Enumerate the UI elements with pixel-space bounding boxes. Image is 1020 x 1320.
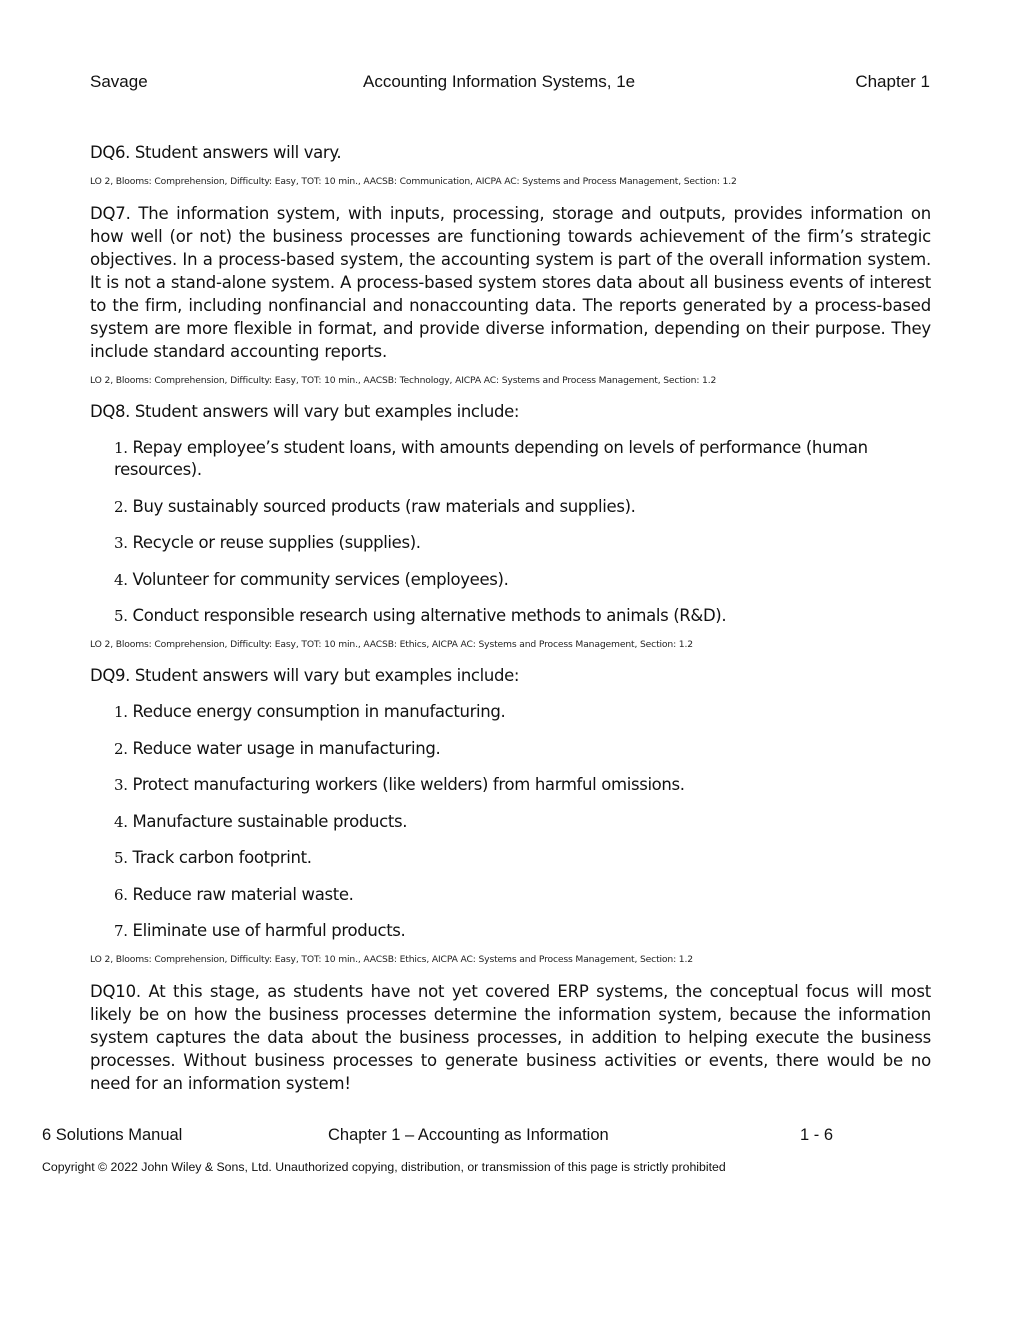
dq6-answer: DQ6. Student answers will vary. xyxy=(90,143,342,162)
dq8-metadata: LO 2, Blooms: Comprehension, Difficulty: Easy, TOT: 10 min., AACSB: Ethics, AICPA AC: Systems and Process Management, Section: 1.2 xyxy=(90,639,693,650)
list-item: 3. Protect manufacturing workers (like welders) from harmful omissions. xyxy=(114,775,685,794)
footer-chapter-title: Chapter 1 – Accounting as Information xyxy=(328,1126,609,1144)
list-item: 4. Volunteer for community services (employees). xyxy=(114,569,509,589)
footer-page-number: 1 - 6 xyxy=(800,1126,834,1144)
list-item: 3. Recycle or reuse supplies (supplies). xyxy=(114,533,421,552)
dq9-answer: DQ9. Student answers will vary but examples include: xyxy=(90,666,520,685)
dq7-answer: DQ7. The information system, with inputs, processing, storage and outputs, provides information on how well (or not) the business processes are functioning towards achievement of the firm’s strategic objectives. In a process-based system, the accounting system is part of the overall information system. It is not a stand-alone system. A process-based system stores data about all business events of interest to the firm, including nonfinancial and nonaccounting data. The reports generated by a process-based system are more flexible in format, and provide diverse information, depending on their purpose. They include standard accounting reports. xyxy=(90,204,931,361)
header-author: Savage xyxy=(90,72,148,91)
dq9-examples-list xyxy=(90,701,931,942)
footer-manual-title: 6 Solutions Manual xyxy=(42,1126,183,1144)
dq8-examples-list xyxy=(90,437,931,627)
dq8-answer: DQ8. Student answers will vary but examples include: xyxy=(90,402,520,421)
header-book-title: Accounting Information Systems, 1e xyxy=(363,72,636,91)
list-item: 4. Manufacture sustainable products. xyxy=(114,811,408,831)
dq6-metadata: LO 2, Blooms: Comprehension, Difficulty: Easy, TOT: 10 min., AACSB: Communication, AICPA AC: Systems and Process Management, Section: 1.2 xyxy=(90,176,737,187)
list-item: 6. Reduce raw material waste. xyxy=(114,884,354,904)
list-item: 5. Track carbon footprint. xyxy=(114,848,312,867)
list-item: 2. Reduce water usage in manufacturing. xyxy=(114,738,441,758)
list-item: 7. Eliminate use of harmful products. xyxy=(114,921,406,940)
list-item: 5. Conduct responsible research using alternative methods to animals (R&D). xyxy=(114,606,727,625)
page-body xyxy=(90,142,931,1095)
dq10-answer: DQ10. At this stage, as students have not yet covered ERP systems, the conceptual focus will most likely be on how the business processes determine the information system, because the information system captures the data about the business processes, in addition to helping execute the business processes. Without business processes to generate business activities or events, there would be no need for an information system! xyxy=(90,982,931,1093)
list-item: 1. Reduce energy consumption in manufacturing. xyxy=(114,702,506,721)
dq7-metadata: LO 2, Blooms: Comprehension, Difficulty: Easy, TOT: 10 min., AACSB: Technology, AICPA AC: Systems and Process Management, Section: 1.2 xyxy=(90,375,717,386)
page-footer xyxy=(42,1126,842,1148)
header-chapter: Chapter 1 xyxy=(855,72,930,91)
page-header xyxy=(90,72,930,94)
list-item: 1. Repay employee’s student loans, with amounts depending on levels of performance (human resources). xyxy=(114,438,868,479)
dq9-metadata: LO 2, Blooms: Comprehension, Difficulty: Easy, TOT: 10 min., AACSB: Ethics, AICPA AC: Systems and Process Management, Section: 1.2 xyxy=(90,954,693,965)
copyright-notice: Copyright © 2022 John Wiley & Sons, Ltd. Unauthorized copying, distribution, or transmission of this page is strictly prohibited xyxy=(42,1160,726,1174)
list-item: 2. Buy sustainably sourced products (raw materials and supplies). xyxy=(114,496,636,516)
